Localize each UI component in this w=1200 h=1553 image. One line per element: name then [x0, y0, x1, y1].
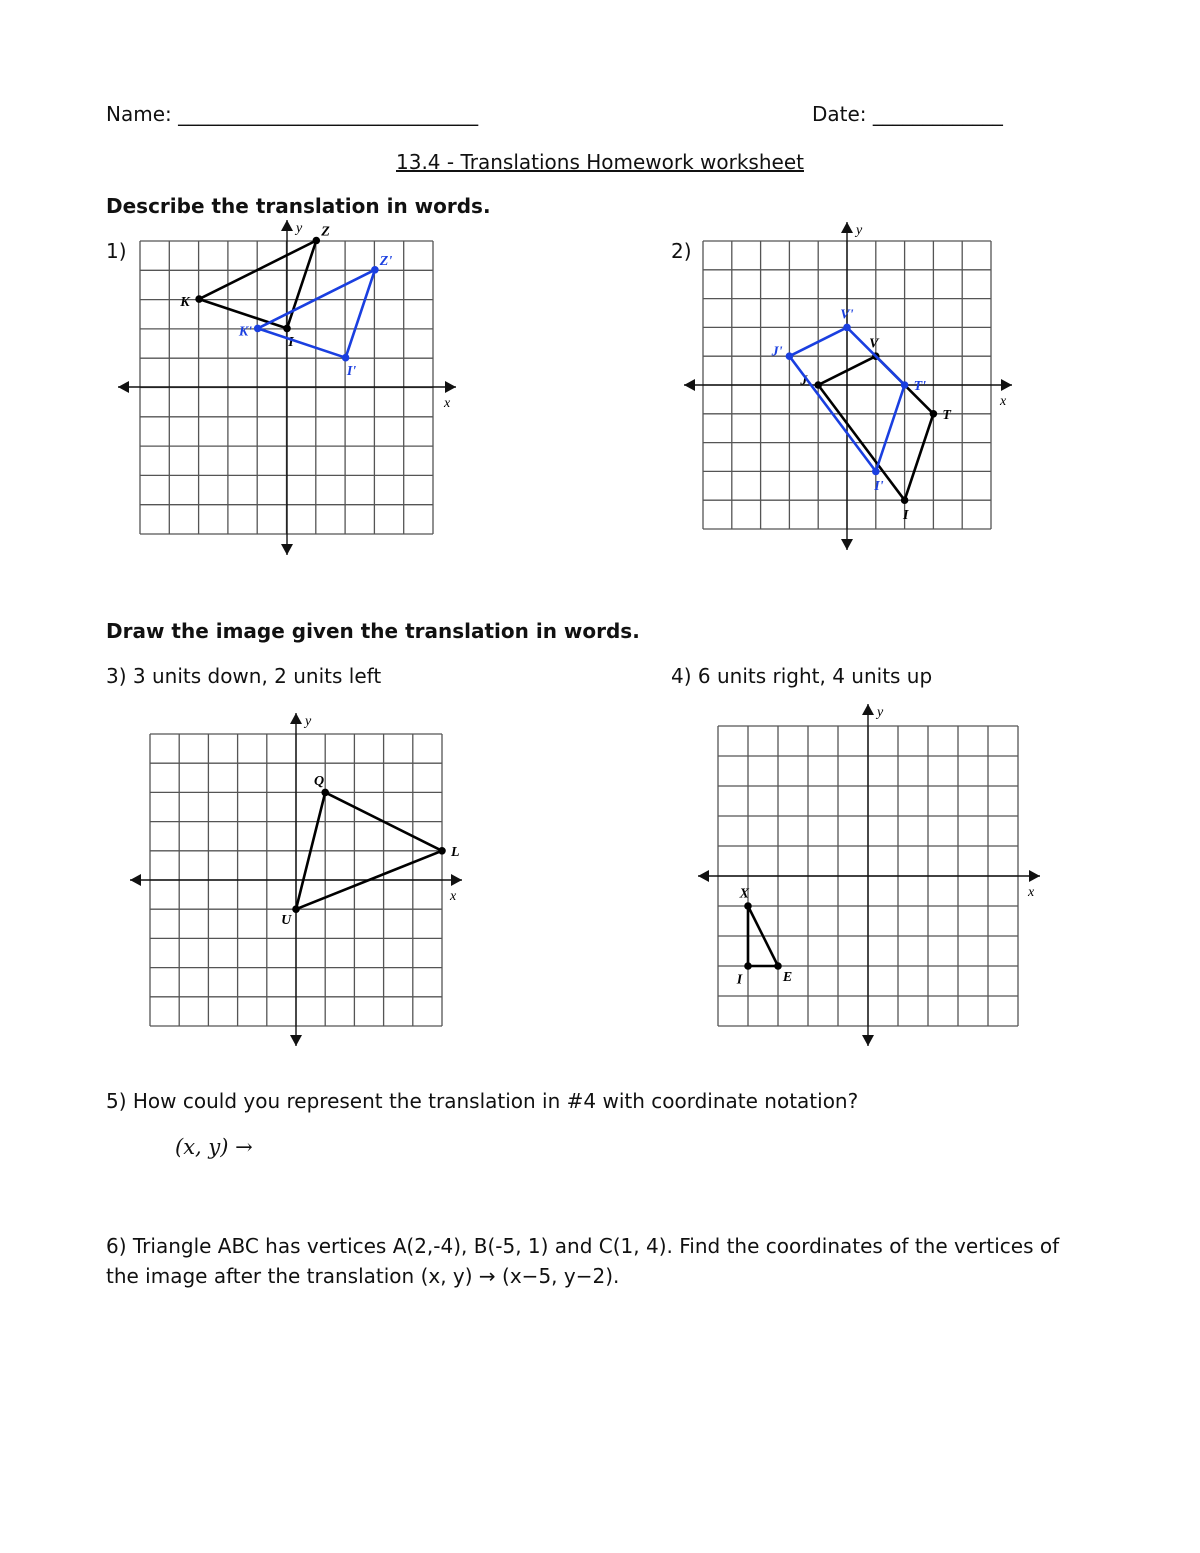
vertex-label: J': [771, 344, 783, 360]
question-1-number: 1): [106, 239, 127, 263]
vertex-label: I: [288, 334, 294, 350]
date-field[interactable]: Date: _____________: [812, 102, 1003, 126]
y-axis-label: y: [296, 221, 303, 236]
y-axis-label: y: [305, 714, 312, 729]
coordinate-notation[interactable]: (x, y) →: [175, 1135, 253, 1159]
vertex-label: Z: [321, 224, 330, 240]
x-axis-label: x: [1028, 885, 1035, 900]
vertex-label: Q: [313, 773, 325, 789]
section2-heading: Draw the image given the translation in words.: [106, 619, 640, 643]
vertex-label: V: [869, 336, 879, 352]
vertex-label: I: [902, 507, 909, 523]
page-title: 13.4 - Translations Homework worksheet: [396, 150, 804, 174]
vertex-point: [774, 962, 782, 970]
x-axis-label: x: [444, 396, 451, 411]
question-6-line-1: 6) Triangle ABC has vertices A(2,-4), B(-5, 1) and C(1, 4). Find the coordinates of the vertices of: [106, 1234, 1060, 1258]
y-axis-arrow-up-icon: [862, 704, 874, 715]
vertex-label: J: [800, 373, 808, 389]
vertex-label: V': [840, 307, 854, 323]
question-3: 3) 3 units down, 2 units left: [106, 664, 382, 688]
vertex-label: K: [180, 295, 190, 311]
vertex-label: Z': [379, 253, 393, 269]
y-axis-arrow-down-icon: [862, 1035, 874, 1046]
x-axis-arrow-right-icon: [1029, 870, 1040, 882]
vertex-label: L: [451, 844, 460, 860]
question-6-line-2: the image after the translation (x, y) → (x−5, y−2).: [106, 1264, 620, 1288]
vertex-label: I: [736, 972, 743, 988]
vertex-label: U: [281, 913, 292, 929]
vertex-label: T: [942, 407, 951, 423]
vertex-label: T': [913, 379, 927, 394]
section1-heading: Describe the translation in words.: [106, 194, 491, 218]
x-axis-arrow-left-icon: [698, 870, 709, 882]
question-2-number: 2): [671, 239, 692, 263]
vertex-point: [744, 962, 752, 970]
vertex-label: I': [874, 478, 884, 494]
question-5: 5) How could you represent the translation in #4 with coordinate notation?: [106, 1089, 859, 1113]
y-axis-label: y: [877, 705, 884, 720]
vertex-label: I': [346, 364, 357, 380]
name-field[interactable]: Name: ______________________________: [106, 102, 479, 126]
y-axis-label: y: [856, 223, 863, 238]
x-axis-label: x: [450, 889, 457, 904]
question-4: 4) 6 units right, 4 units up: [671, 664, 933, 688]
vertex-label: E: [782, 969, 793, 985]
vertex-point: [744, 902, 752, 910]
vertex-label: X: [739, 886, 749, 902]
vertex-label: K': [238, 324, 253, 340]
x-axis-label: x: [1000, 394, 1007, 409]
